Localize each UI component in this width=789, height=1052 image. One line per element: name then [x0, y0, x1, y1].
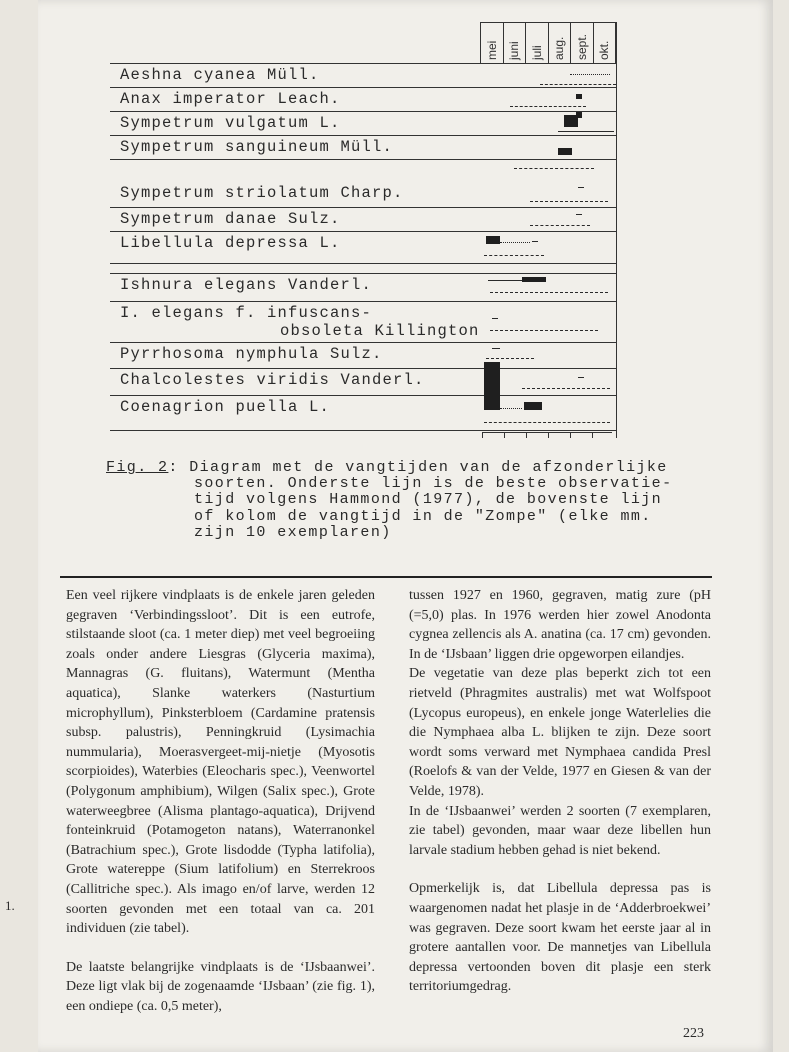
section-rule: [60, 576, 712, 578]
species-row: [110, 135, 616, 159]
caption-text: Diagram met de vangtijden van de afzonderlijke: [189, 459, 668, 476]
species-name: Libellula depressa L.: [120, 234, 341, 252]
month-col: [504, 23, 527, 63]
period-line: [490, 292, 608, 293]
caption-line: of kolom de vangtijd in de "Zompe" (elke mm.: [194, 507, 652, 525]
axis-tick: [482, 432, 483, 438]
paragraph: Opmerkelijk is, dat Libellula depressa pas is waargenomen nadat het plasje in de ‘Adderbroekwei’ was gegraven. Deze soort kwam het eerste jaar al in grotere aantallen voor. De mannetjes van Libellula depressa vertoonden boven dit plasje een sterk territoriumgedrag.: [409, 881, 711, 995]
period-bar: [522, 277, 546, 282]
left-column: [66, 586, 375, 1016]
row-divider: [110, 263, 616, 273]
period-bar: [524, 402, 542, 410]
period-bar: [492, 318, 498, 319]
period-bar: [570, 74, 610, 75]
species-row: [110, 342, 616, 368]
month-label: mei: [484, 40, 499, 60]
species-name: Sympetrum striolatum Charp.: [120, 184, 404, 202]
species-row: [110, 159, 616, 207]
period-bar: [500, 408, 522, 409]
period-bar: [486, 236, 500, 244]
period-bar: [576, 214, 582, 215]
axis-tick: [526, 432, 527, 438]
species-row: [110, 207, 616, 231]
caption-line: soorten. Onderste lijn is de beste observatie-: [194, 475, 673, 493]
period-line: [530, 225, 590, 226]
species-row: [110, 301, 616, 342]
period-line: [540, 84, 616, 85]
month-col: [481, 23, 504, 63]
caption-colon: :: [168, 459, 179, 476]
right-column: [409, 586, 711, 997]
species-name: Anax imperator Leach.: [120, 90, 341, 108]
paragraph: In de ‘IJsbaanwei’ werden 2 soorten (7 exemplaren, zie tabel) gevonden, maar waar deze libellen hun larvale stadium hebben gehad is niet bekend.: [409, 803, 711, 858]
species-name: Sympetrum danae Sulz.: [120, 210, 341, 228]
period-bar: [576, 112, 582, 118]
month-col: [549, 23, 572, 63]
period-bar: [578, 377, 584, 378]
figure-caption: [106, 460, 686, 541]
paragraph: Een veel rijkere vindplaats is de enkele jaren geleden gegraven ‘Verbindingssloot’. Dit is een eutrofe, stilstaande sloot (ca. 1 meter diep) met veel begroeiing zoals onder andere Liesgras (Glyceria maxima), Mannagras (G. fluitans), Watermunt (Mentha aquatica), Slanke waterkers (Nasturtium microphyllum), Pinksterbloem (Cardamine pratensis subsp. palustris), Penningkruid (Lysimachia nummularia), Moerasvergeet-mij-nietje (Myosotis scorpioides), Waterbies (Eleocharis spec.), Veenwortel (Polygonum amphibium), Wilgen (Salix spec.), Grote waterweegbree (Alisma plantago-aquatica), Drijvend fonteinkruid (Potamogeton natans), Waterranonkel (Batrachium spec.), Grote lisdodde (Typha latifolia), Grote watereppe (Sium latifolium) en Sterrekroos (Callitriche spec.). Als imago en/of larve, werden 12 soorten gevonden met een totaal van ca. 201 individuen (zie tabel).: [66, 588, 375, 937]
axis-tick: [548, 432, 549, 438]
period-bar: [484, 362, 500, 410]
species-name: Aeshna cyanea Müll.: [120, 66, 320, 84]
month-label: juli: [529, 45, 544, 60]
month-label: aug.: [552, 36, 567, 60]
period-line: [510, 106, 586, 107]
species-name: Chalcolestes viridis Vanderl.: [120, 371, 425, 389]
paragraph: De vegetatie van deze plas beperkt zich tot een rietveld (Phragmites australis) met wat Wolfspoot (Lycopus europeus), en enkele jonge Waterlelies die die Nymphaea alba L. blijken te zijn. Deze soort wordt soms verward met Nymphaea candida Presl (Roelofs & van der Velde, 1977 en Giesen & van der Velde, 1978).: [409, 666, 711, 799]
species-row: [110, 231, 616, 263]
period-bar: [492, 348, 500, 349]
period-line: [484, 422, 610, 423]
paragraph: De laatste belangrijke vindplaats is de ‘IJsbaanwei’. Deze ligt vlak bij de zogenaamde ‘IJsbaan’ (zie fig. 1), een ondiepe (ca. 0,5 meter),: [66, 959, 375, 1014]
month-label: okt.: [597, 40, 612, 60]
caption-line: tijd volgens Hammond (1977), de bovenste lijn: [194, 491, 663, 509]
month-col: [526, 23, 549, 63]
period-line: [486, 358, 534, 359]
species-name: Pyrrhosoma nymphula Sulz.: [120, 345, 383, 363]
page-number: 223: [683, 1026, 704, 1041]
period-bar: [488, 280, 524, 281]
species-name: Sympetrum vulgatum L.: [120, 114, 341, 132]
month-col: [594, 23, 617, 63]
species-name: I. elegans f. infuscans-: [120, 304, 373, 322]
species-name: Coenagrion puella L.: [120, 398, 331, 416]
axis-tick: [570, 432, 571, 438]
species-name: Ishnura elegans Vanderl.: [120, 276, 373, 294]
paragraph: tussen 1927 en 1960, gegraven, matig zure (pH (=5,0) plas. In 1976 werden hier zowel Anodonta cygnea zellencis als A. anatina (ca. 17 cm) gevonden. In de ‘IJsbaan’ liggen drie opgeworpen eilandjes.: [409, 588, 711, 662]
period-bar: [558, 148, 572, 155]
caption-label: Fig. 2: [106, 459, 169, 476]
period-line: [530, 201, 608, 202]
period-line: [490, 330, 598, 331]
period-bar: [532, 241, 538, 242]
caption-line-1: [106, 460, 686, 476]
period-line: [514, 168, 594, 169]
month-label: juni: [507, 41, 522, 60]
axis-tick: [504, 432, 505, 438]
month-col: [571, 23, 594, 63]
period-line: [484, 255, 544, 256]
month-label: sept.: [574, 33, 589, 60]
caption-line: zijn 10 exemplaren): [194, 523, 392, 541]
species-row: [110, 111, 616, 135]
period-bar: [578, 187, 584, 188]
species-name-continued: obsoleta Killington: [280, 322, 480, 340]
species-row: [110, 368, 616, 395]
species-row: [110, 87, 616, 111]
margin-mark: 1.: [5, 898, 15, 913]
month-header: [480, 22, 616, 63]
species-name: Sympetrum sanguineum Müll.: [120, 138, 394, 156]
period-bar: [500, 242, 530, 243]
period-line: [522, 388, 610, 389]
axis-tick: [592, 432, 593, 438]
species-row: [110, 395, 616, 431]
period-line: [558, 131, 614, 132]
period-bar: [576, 94, 582, 99]
flight-period-table: [110, 22, 617, 438]
